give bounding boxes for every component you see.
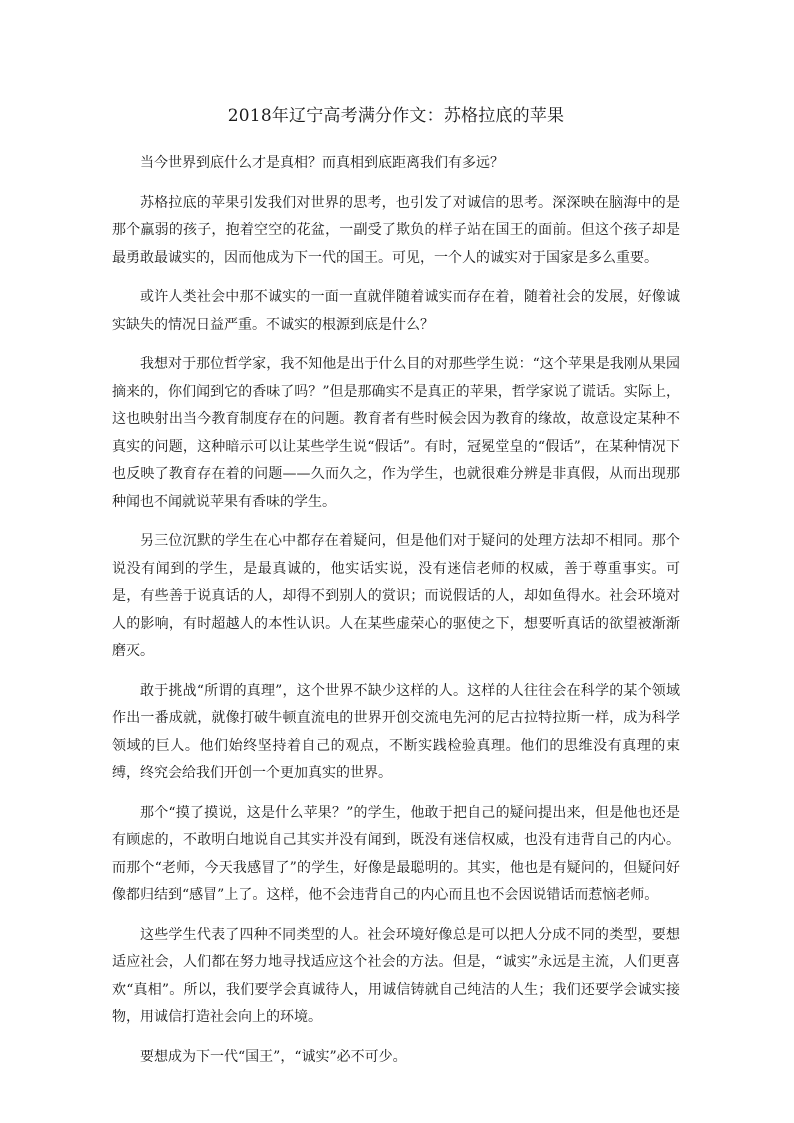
paragraph-7: 那个“摸了摸说，这是什么苹果？”的学生，他敢于把自己的疑问提出来，但是他也还是有顾虑的，不敢明白地说自己其实并没有闻到，既没有迷信权威，也没有违背自己的内心。而那个“老师，今天我感冒了”的学生，好像是最聪明的。其实，他也是有疑问的，但疑问好像都归结到“感冒”上了。这样，他不会违背自己的内心而且也不会因说错话而惹恼老师。 — [112, 804, 680, 903]
paragraph-9: 要想成为下一代“国王”，“诚实”必不可少。 — [140, 1048, 407, 1065]
paragraph-1: 当今世界到底什么才是真相？而真相到底距离我们有多远？ — [140, 155, 504, 171]
paragraph-5: 另三位沉默的学生在心中都存在着疑问，但是他们对于疑问的处理方法却不相同。那个说没有闻到的学生，是最真诚的，他实话实说，没有迷信老师的权威，善于尊重事实。可是，有些善于说真话的人，却得不到别人的赏识；而说假话的人，却如鱼得水。社会环境对人的影响，有时超越人的本性认识。人在某些虚荣心的驱使之下，想要听真话的欲望被渐渐磨灭。 — [112, 533, 680, 659]
paragraph-6: 敢于挑战“所谓的真理”，这个世界不缺少这样的人。这样的人往往会在科学的某个领域作出一番成就，就像打破牛顿直流电的世界开创交流电先河的尼古拉特拉斯一样，成为科学领域的巨人。他们始终坚持着自己的观点，不断实践检验真理。他们的思维没有真理的束缚，终究会给我们开创一个更加真实的世界。 — [112, 682, 680, 781]
paragraph-3: 或许人类社会中那不诚实的一面一直就伴随着诚实而存在着，随着社会的发展，好像诚实缺失的情况日益严重。不诚实的根源到底是什么？ — [112, 289, 680, 333]
paragraph-4: 我想对于那位哲学家，我不知他是出于什么目的对那些学生说：“这个苹果是我刚从果园摘来的，你们闻到它的香味了吗？”但是那确实不是真正的苹果，哲学家说了谎话。实际上，这也映射出当今教育制度存在的问题。教育者有些时候会因为教育的缘故，故意设定某种不真实的问题，这种暗示可以让某些学生说“假话”。有时，冠冕堂皇的“假话”，在某种情况下也反映了教育存在着的问题——久而久之，作为学生，也就很难分辨是非真假，从而出现那种闻也不闻就说苹果有香味的学生。 — [112, 356, 680, 510]
paragraph-8: 这些学生代表了四种不同类型的人。社会环境好像总是可以把人分成不同的类型，要想适应社会，人们都在努力地寻找适应这个社会的方法。但是，“诚实”永远是主流，人们更喜欢“真相”。所以，我们要学会真诚待人，用诚信铸就自己纯洁的人生；我们还要学会诚实接物，用诚信打造社会向上的环境。 — [112, 926, 680, 1025]
document-title: 2018年辽宁高考满分作文：苏格拉底的苹果 — [227, 106, 565, 126]
paragraph-2: 苏格拉底的苹果引发我们对世界的思考，也引发了对诚信的思考。深深映在脑海中的是那个羸弱的孩子，抱着空空的花盆，一副受了欺负的样子站在国王的面前。但这个孩子却是最勇敢最诚实的，因而他成为下一代的国王。可见，一个人的诚实对于国家是多么重要。 — [112, 194, 680, 266]
document-page — [112, 104, 680, 1083]
